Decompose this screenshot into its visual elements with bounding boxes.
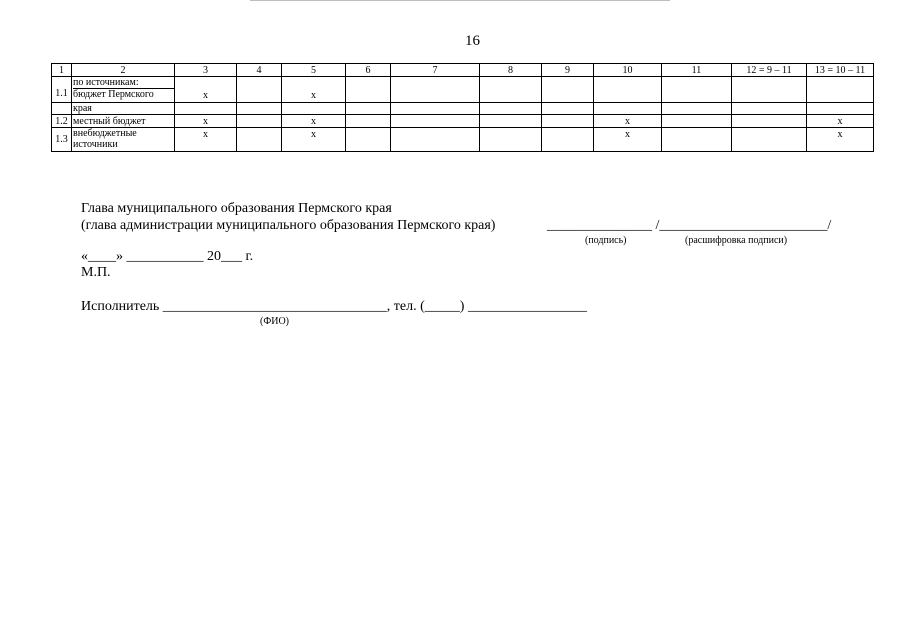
cell-col5: х [282,128,346,152]
cell-col3: х [175,115,237,128]
cell-col5: х [282,77,346,103]
cell-col13: х [807,128,874,152]
empty-cell [237,103,282,115]
empty-cell [175,103,237,115]
empty-cell [346,103,391,115]
cell-col5: х [282,115,346,128]
row-name-line: внебюджетные [73,128,137,139]
cell-col10 [594,77,662,103]
empty-cell [391,103,480,115]
table-row [52,115,874,128]
header-cell: 6 [346,64,391,77]
empty-cell [662,103,732,115]
row-name-line: края [72,103,175,115]
source-label: по источникам: [73,77,174,89]
header-cell: 1 [52,64,72,77]
header-cell: 8 [480,64,542,77]
head-title-line1: Глава муниципального образования Пермского края [81,201,392,216]
cell-col6 [346,128,391,152]
cell-col6 [346,77,391,103]
header-cell: 5 [282,64,346,77]
cell-col11 [662,77,732,103]
cell-col9 [542,115,594,128]
row-number: 1.3 [52,128,72,152]
header-cell: 11 [662,64,732,77]
cell-col4 [237,115,282,128]
table-row [52,77,874,103]
cell-col7 [391,115,480,128]
signature-fields[interactable]: _______________ /________________________/ [547,218,832,233]
cell-col3: х [175,128,237,152]
caption-decode: (расшифровка подписи) [685,235,788,246]
caption-signature: (подпись) [585,235,627,246]
page-number: 16 [465,33,480,49]
row-name [72,77,175,103]
head-title-line2: (глава администрации муниципального образования Пермского края) [81,218,496,233]
header-cell: 7 [391,64,480,77]
cell-col11 [662,115,732,128]
empty-cell [282,103,346,115]
cell-col7 [391,77,480,103]
header-cell: 13 = 10 – 11 [807,64,874,77]
header-cell: 4 [237,64,282,77]
row-name [72,128,175,152]
empty-cell [480,103,542,115]
row-name: местный бюджет [72,115,175,128]
row-name-line: источники [73,139,118,150]
cell-col4 [237,128,282,152]
row-number: 1.1 [52,77,72,103]
header-cell: 3 [175,64,237,77]
sources-table [51,63,874,152]
header-cell: 12 = 9 – 11 [732,64,807,77]
cell-col8 [480,115,542,128]
cell-col13 [807,77,874,103]
cell-col10: х [594,128,662,152]
caption-fio: (ФИО) [260,316,290,327]
header-cell: 9 [542,64,594,77]
table-row [52,103,874,115]
date-line[interactable]: «____» ___________ 20___ г. [81,249,254,264]
table-header-row [52,64,874,77]
cell-col3: х [175,77,237,103]
cell-col9 [542,128,594,152]
cell-col8 [480,128,542,152]
cell-col11 [662,128,732,152]
row-number-cont [52,103,72,115]
row-number: 1.2 [52,115,72,128]
cell-col4 [237,77,282,103]
table-row [52,128,874,152]
row-name-line: бюджет Пермского [73,89,154,100]
cell-col12 [732,115,807,128]
cell-col6 [346,115,391,128]
cell-col12 [732,128,807,152]
cell-col12 [732,77,807,103]
executor-line[interactable]: Исполнитель ________________________________, тел. (_____) _________________ [81,299,587,314]
cell-col8 [480,77,542,103]
empty-cell [732,103,807,115]
top-scan-rule [250,0,670,1]
cell-col7 [391,128,480,152]
empty-cell [542,103,594,115]
header-cell: 2 [72,64,175,77]
header-cell: 10 [594,64,662,77]
stamp-place: М.П. [81,265,111,280]
cell-col9 [542,77,594,103]
empty-cell [594,103,662,115]
cell-col10: х [594,115,662,128]
empty-cell [807,103,874,115]
cell-col13: х [807,115,874,128]
